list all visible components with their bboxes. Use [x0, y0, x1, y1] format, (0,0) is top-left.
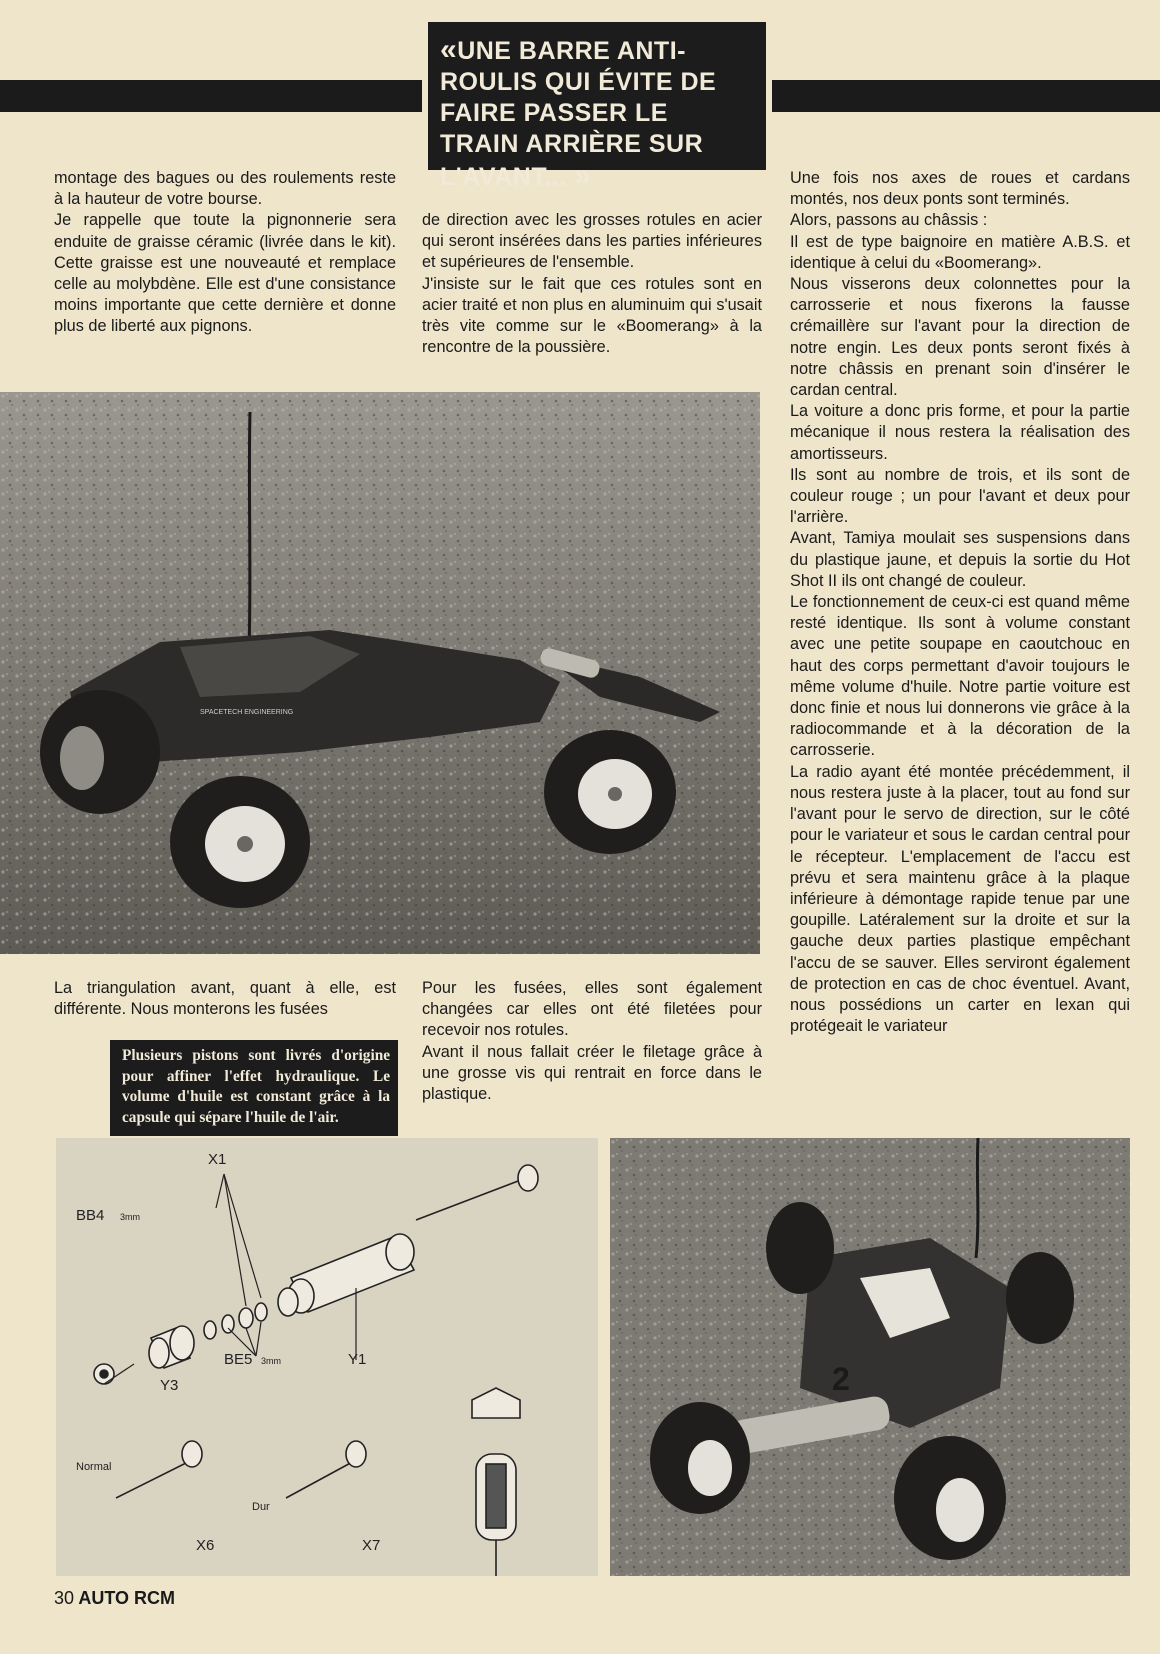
paragraph: J'insiste sur le fait que ces rotules sont en acier traité et non plus en aluminuim qui s'usait très vite comme sur le «Boomerang» à la rencontre de la poussière. [422, 274, 762, 357]
paragraph: La radio ayant été montée précédemment, il nous restera juste à la placer, tout au fond sur l'avant pour le servo de direction, sur le côté pour le variateur et sous le cardan central pour le récepteur. L'emplacement de l'accu est prévu et sera maintenu grâce à la plaque inférieure à démontage rapide tenue par une goupille. Latéralement sur la droite et sur la gauche deux parties plastique empêchant l'accu de se sauver. Elles serviront également de protection en cas de choc éventuel. Avant, nous possédions un carter en lexan qui protégeait le variateur [790, 762, 1130, 1036]
photo-buggy-front [610, 1138, 1130, 1576]
pull-quote [428, 22, 766, 192]
buggy-front-photo-art [610, 1138, 1130, 1576]
diagram-caption: Plusieurs pistons sont livrés d'origine pour affiner l'effet hydraulique. Le volume d'huile est constant grâce à la capsule qui sépare l'huile de l'air. [110, 1040, 398, 1136]
buggy-photo-art [0, 392, 760, 954]
paragraph: Le fonctionnement de ceux-ci est quand même resté identique. Ils sont à volume constant avec une petite soupape en caoutchouc en haut des corps permettant d'avoir toujours le même volume d'huile. Notre partie voiture est donc finie et nous lui donnerons vie grâce à la radiocommande et à la décoration de la carrosserie. [790, 593, 1130, 760]
paragraph: Avant, Tamiya moulait ses suspensions dans du plastique jaune, et depuis la sortie du Hot Shot II ils ont changé de couleur. [790, 529, 1130, 590]
diagram-label-bb4-size: 3mm [120, 1212, 140, 1222]
paragraph: Alors, passons au châssis : [790, 211, 988, 230]
magazine-name: AUTO RCM [78, 1588, 176, 1608]
paragraph: Nous visserons deux colonnettes pour la carrosserie et nous fixerons la fausse crémaillère sur l'avant pour la direction de notre engin. Les deux ponts seront fixés à notre châssis en prenant soin d'insérer le cardan central. [790, 275, 1130, 400]
diagram-label-bb4: BB4 [76, 1207, 105, 1224]
paragraph: Pour les fusées, elles sont également changées car elles ont été filetées pour recevoir nos rotules. [422, 979, 762, 1040]
paragraph: Je rappelle que toute la pignonnerie sera enduite de graisse céramic (livrée dans le kit). Cette graisse est une nouveauté et remplace celle au molybdène. Elle est d'une consistance moins importante que cette dernière et donne plus de liberté aux pignons. [54, 211, 396, 336]
paragraph: Ils sont au nombre de trois, et ils sont de couleur rouge ; un pour l'avant et deux pour l'arrière. [790, 465, 1130, 527]
column-2-bottom [422, 978, 762, 1105]
column-3 [790, 168, 1130, 1037]
diagram-label-be5: BE5 [224, 1351, 253, 1368]
diagram-label-y1: Y1 [348, 1351, 367, 1368]
diagram-label-x6: X6 [196, 1537, 215, 1554]
column-1-top [54, 168, 396, 338]
diagram-label-be5-size: 3mm [261, 1356, 281, 1366]
photo-buggy-side [0, 392, 760, 954]
diagram-label-y3: Y3 [160, 1377, 179, 1394]
column-2-top [422, 210, 762, 358]
paragraph: La triangulation avant, quant à elle, est différente. Nous monterons les fusées [54, 979, 396, 1019]
diagram-label-dur: Dur [252, 1501, 270, 1513]
paragraph: Une fois nos axes de roues et cardans montés, nos deux ponts sont terminés. [790, 169, 1130, 209]
page-number: 30 [54, 1588, 75, 1608]
page-footer [54, 1588, 175, 1609]
column-1-bottom [54, 978, 396, 1020]
shock-absorber-diagram [56, 1138, 598, 1576]
header-rule-left [0, 80, 422, 112]
paragraph: Avant il nous fallait créer le filetage grâce à une grosse vis qui rentrait en force dans le plastique. [422, 1042, 762, 1104]
paragraph: de direction avec les grosses rotules en acier qui seront insérées dans les parties inférieures et supérieures de l'ensemble. [422, 211, 762, 272]
diagram-label-x1: X1 [208, 1151, 227, 1168]
paragraph: Il est de type baignoire en matière A.B.S. et identique à celui du «Boomerang». [790, 232, 1130, 272]
diagram-label-x7: X7 [362, 1537, 381, 1554]
paragraph: montage des bagues ou des roulements reste à la hauteur de votre bourse. [54, 169, 396, 209]
diagram-label-normal: Normal [76, 1461, 112, 1473]
pull-quote-open: « [440, 33, 458, 66]
buggy-decal: SPACETECH ENGINEERING [200, 709, 294, 716]
pull-quote-close: » [574, 159, 592, 192]
paragraph: La voiture a donc pris forme, et pour la partie mécanique il nous restera la réalisation des amortisseurs. [790, 402, 1130, 463]
header-rule-right [772, 80, 1160, 112]
diagram-art [56, 1138, 598, 1576]
pull-quote-text: UNE BARRE ANTI-ROULIS QUI ÉVITE DE FAIRE PASSER LE TRAIN ARRIÈRE SUR L'AVANT... [440, 37, 717, 191]
car-number: 2 [832, 1361, 850, 1397]
